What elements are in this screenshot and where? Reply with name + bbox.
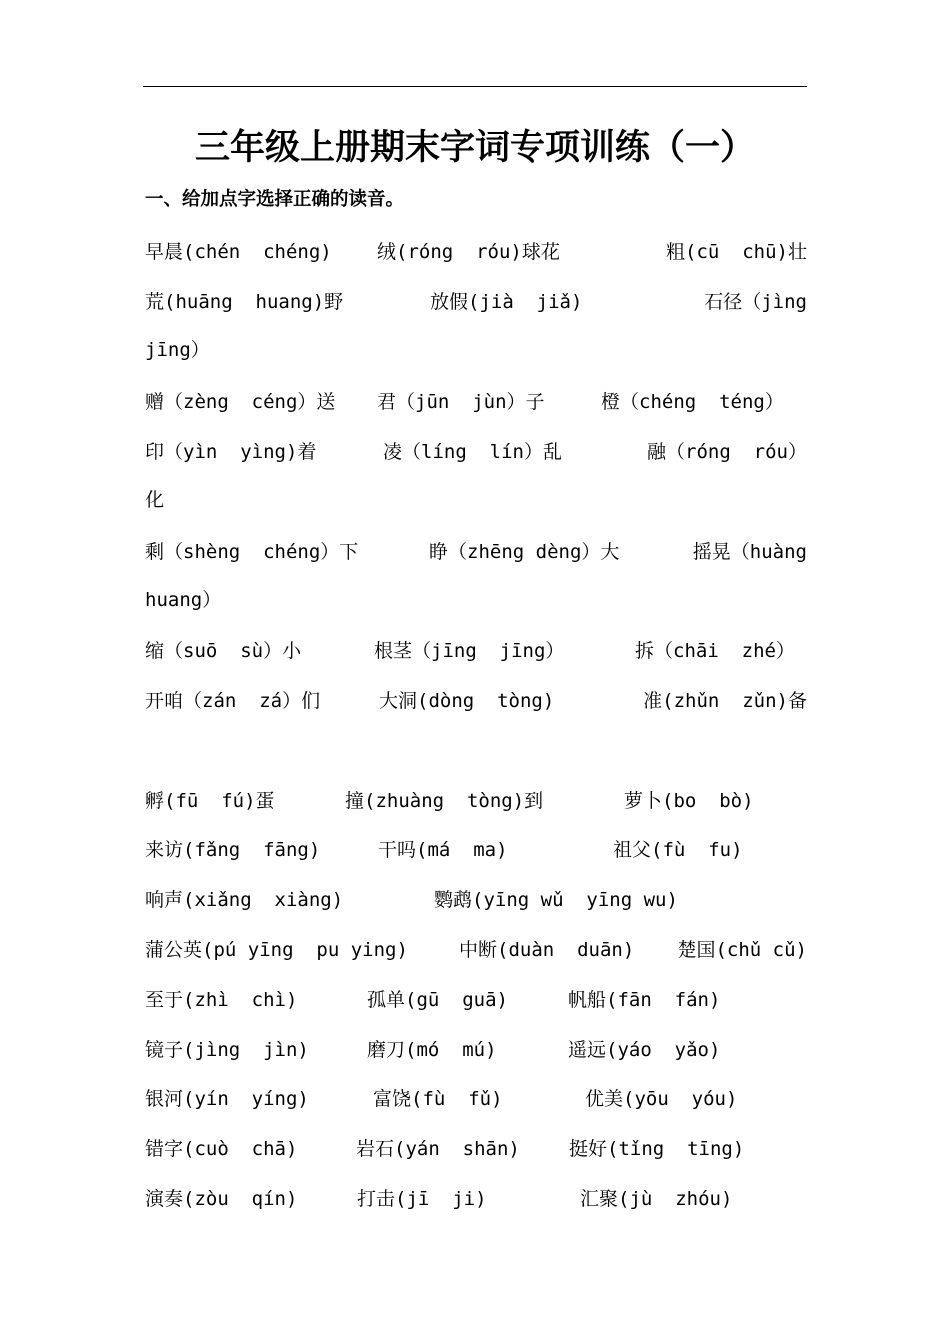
exercise-item: 岩石(yán shān) (356, 1138, 520, 1160)
exercise-item: 富饶(fù fǔ) (373, 1088, 503, 1110)
exercise-item: 睁（zhēng dèng）大 (429, 541, 620, 563)
exercise-item: 优美(yōu yóu) (585, 1088, 738, 1110)
exercise-item: 遥远(yáo yǎo) (568, 1039, 721, 1061)
exercise-item: 化 (145, 489, 165, 511)
exercise-item: 来访(fǎng fāng) (145, 839, 321, 861)
exercise-item: 汇聚(jù zhóu) (580, 1188, 733, 1210)
header-rule (143, 86, 807, 87)
exercise-item: 鹦鹉(yīng wǔ yīng wu) (434, 889, 678, 911)
exercise-item: 响声(xiǎng xiàng) (145, 889, 344, 911)
exercise-item: 印（yìn yìng)着 (145, 441, 317, 463)
exercise-item: 橙（chéng téng） (601, 391, 784, 413)
exercise-item: 君（jūn jùn）子 (377, 391, 545, 413)
exercise-line (145, 884, 807, 916)
exercise-item: 撞(zhuàng tòng)到 (345, 790, 544, 812)
exercise-line (145, 1183, 807, 1215)
exercise-item: 打击(jī ji) (357, 1188, 487, 1210)
exercise-line (145, 436, 807, 468)
page-title: 三年级上册期末字词专项训练（一） (194, 127, 755, 168)
exercise-item: 干吗(má ma) (378, 839, 508, 861)
exercise-line (145, 286, 807, 318)
exercise-item: 早晨(chén chéng) (145, 241, 332, 263)
exercise-item: 孵(fū fú)蛋 (145, 790, 275, 812)
exercise-line (145, 635, 807, 667)
exercise-item: 石径（jìng (704, 291, 807, 313)
exercise-line (145, 785, 807, 817)
exercise-item: 错字(cuò chā) (145, 1138, 298, 1160)
exercise-item: 挺好(tǐng tīng) (569, 1138, 745, 1160)
exercise-item: 演奏(zòu qín) (145, 1188, 298, 1210)
exercise-item: 凌（líng lín）乱 (383, 441, 562, 463)
exercise-line (145, 484, 807, 516)
exercise-item: 银河(yín yíng) (145, 1088, 309, 1110)
exercise-item: 磨刀(mó mú) (367, 1039, 497, 1061)
exercise-item: 赠（zèng céng）送 (145, 391, 336, 413)
exercise-item: 准(zhǔn zǔn)备 (643, 690, 807, 712)
exercise-item: 拆（chāi zhé） (635, 640, 795, 662)
exercise-line (145, 685, 807, 717)
exercise-item: jīng） (145, 339, 210, 361)
exercise-item: 蒲公英(pú yīng pu ying) (145, 939, 408, 961)
exercise-item: 楚国(chǔ cǔ) (677, 939, 807, 961)
exercise-item: 中断(duàn duān) (459, 939, 635, 961)
exercise-item: 开咱（zán zá）们 (145, 690, 321, 712)
exercise-line (145, 1034, 807, 1066)
exercise-item: 孤单(gū guā) (367, 989, 508, 1011)
exercise-item: 萝卜(bo bò) (624, 790, 754, 812)
exercise-line (145, 584, 807, 616)
exercise-item: 帆船(fān fán) (568, 989, 721, 1011)
exercise-item: 摇晃（huàng (692, 541, 807, 563)
exercise-line (145, 984, 807, 1016)
exercise-line (145, 934, 807, 966)
exercise-line (145, 834, 807, 866)
exercise-line (145, 1083, 807, 1115)
exercise-line (145, 386, 807, 418)
exercise-line (145, 536, 807, 568)
exercise-line (145, 334, 807, 366)
exercise-item: 荒(huāng huang)野 (145, 291, 344, 313)
exercise-item: 祖父(fù fu) (613, 839, 743, 861)
exercise-item: 粗(cū chū)壮 (666, 241, 807, 263)
exercise-item: 至于(zhì chì) (145, 989, 298, 1011)
exercise-item: 融（róng róu） (647, 441, 807, 463)
exercise-item: 大洞(dòng tòng) (379, 690, 555, 712)
exercise-line (145, 236, 807, 268)
exercise-item: 镜子(jìng jìn) (145, 1039, 309, 1061)
exercise-item: 放假(jià jiǎ) (430, 291, 583, 313)
exercise-line (145, 1133, 807, 1165)
exercise-item: 剩（shèng chéng）下 (145, 541, 359, 563)
exercise-item: 根茎（jīng jīng） (374, 640, 565, 662)
section-heading: 一、给加点字选择正确的读音。 (145, 189, 405, 210)
exercise-item: 绒(róng róu)球花 (377, 241, 560, 263)
exercise-item: huang） (145, 589, 222, 611)
exercise-item: 缩（suō sù）小 (145, 640, 302, 662)
